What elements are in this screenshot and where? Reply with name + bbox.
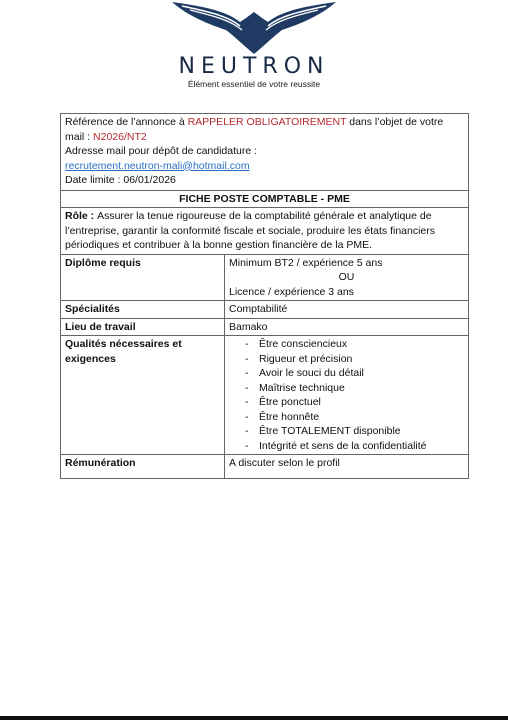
company-logo xyxy=(0,0,508,92)
list-item: - Être honnête xyxy=(243,410,464,425)
diploma-row xyxy=(61,254,469,301)
reference-prefix: Référence de l’annonce à xyxy=(65,116,188,128)
qualities-label: Qualités nécessaires et exigences xyxy=(61,336,225,455)
list-item: - Maîtrise technique xyxy=(243,381,464,396)
reference-code: N2026/NT2 xyxy=(93,130,147,143)
brand-name: NEUTRON xyxy=(178,54,330,79)
list-item: - Être ponctuel xyxy=(243,395,464,410)
brand-tagline: Élément essentiel de votre reussite xyxy=(187,79,321,89)
workplace-value: Bamako xyxy=(225,318,469,336)
role-row xyxy=(61,208,469,255)
specialties-value: Comptabilité xyxy=(225,301,469,319)
reference-row xyxy=(61,114,469,191)
workplace-row xyxy=(61,318,469,336)
deadline: Date limite : 06/01/2026 xyxy=(65,174,176,186)
eagle-icon xyxy=(170,0,338,56)
reference-cell xyxy=(61,114,469,191)
role-label: Rôle : xyxy=(65,210,98,222)
diploma-or: OU xyxy=(338,271,355,283)
reference-highlight: RAPPELER OBLIGATOIREMENT xyxy=(187,116,347,128)
sheet-title: FICHE POSTE COMPTABLE - PME xyxy=(61,190,469,208)
role-cell xyxy=(61,208,469,255)
role-text: Assurer la tenue rigoureuse de la comptabilité générale et analytique de l’entreprise, garantir la conformité fiscale et sociale, produire les états financiers périodiques et contribuer à la bonne gestion financière de la PME. xyxy=(65,210,436,251)
diploma-value xyxy=(225,254,469,301)
qualities-list xyxy=(229,337,464,453)
reference-suffix: dans l’objet de votre mail : xyxy=(65,116,444,143)
list-item: - Être TOTALEMENT disponible xyxy=(243,424,464,439)
application-email-link[interactable]: recrutement.neutron-mali@hotmail.com xyxy=(65,159,250,172)
salary-label: Rémunération xyxy=(61,455,225,479)
salary-row xyxy=(61,455,469,479)
list-item: - Être consciencieux xyxy=(243,337,464,352)
diploma-option-2: Licence / expérience 3 ans xyxy=(229,285,354,298)
title-row xyxy=(61,190,469,208)
email-label: Adresse mail pour dépôt de candidature : xyxy=(65,145,258,157)
list-item: - Avoir le souci du détail xyxy=(243,366,464,381)
qualities-row xyxy=(61,336,469,455)
diploma-option-1: Minimum BT2 / expérience 5 ans xyxy=(229,256,383,269)
salary-value: A discuter selon le profil xyxy=(225,455,469,479)
job-sheet-table xyxy=(60,113,469,479)
workplace-label: Lieu de travail xyxy=(61,318,225,336)
diploma-label: Diplôme requis xyxy=(61,254,225,301)
list-item: - Intégrité et sens de la confidentialité xyxy=(243,439,464,454)
list-item: - Rigueur et précision xyxy=(243,352,464,367)
specialties-row xyxy=(61,301,469,319)
qualities-value xyxy=(225,336,469,455)
page-bottom-border xyxy=(0,716,508,720)
specialties-label: Spécialités xyxy=(61,301,225,319)
